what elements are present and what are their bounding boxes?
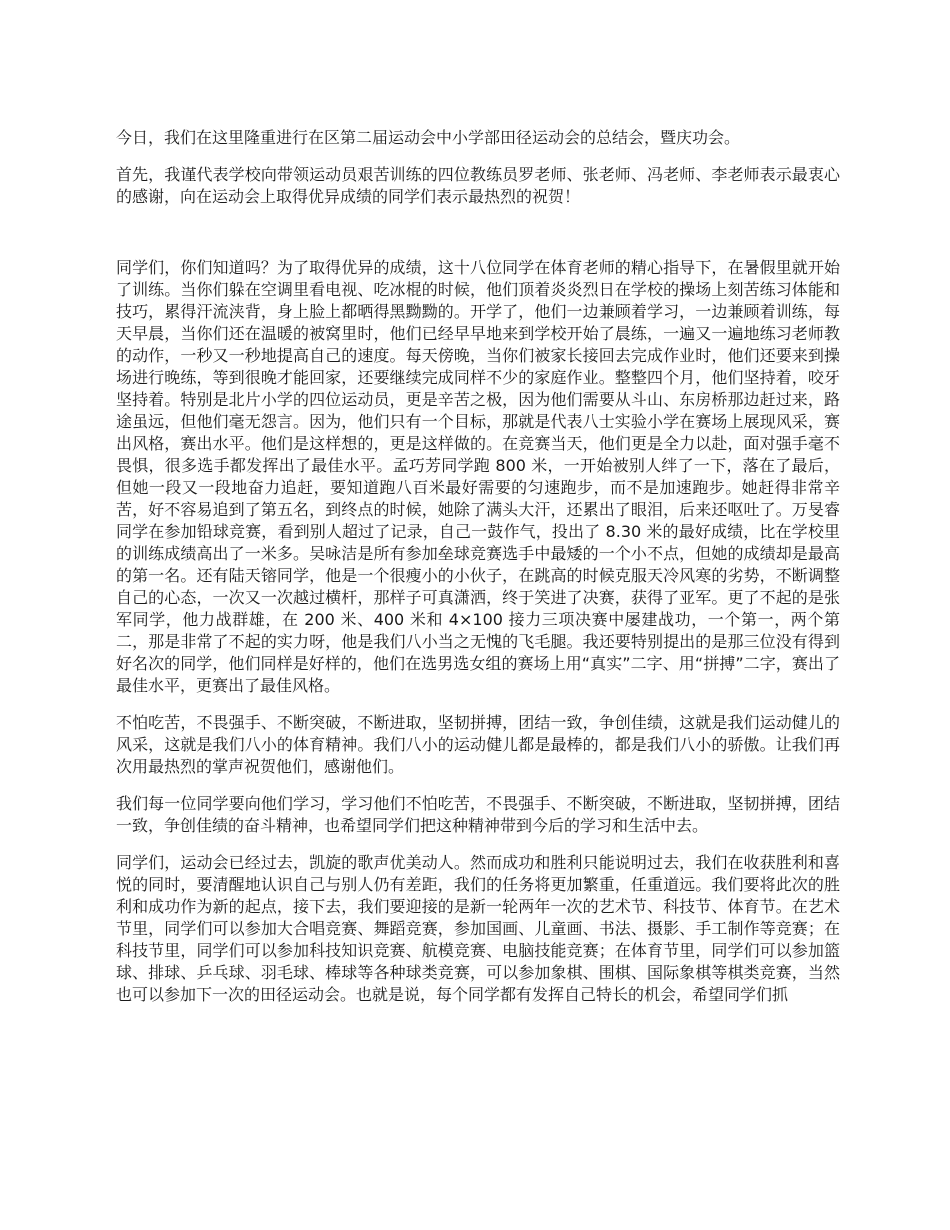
paragraph-athletes: 同学们，你们知道吗？为了取得优异的成绩，这十八位同学在体育老师的精心指导下，在暑假里就开始了训练。当你们躲在空调里看电视、吃冰棍的时候，他们顶着炎炎烈日在学校的操场上刻苦练习体能和技巧，累得汗流浃背，身上脸上都晒得黑黝黝的。开学了，他们一边兼顾着学习，一边兼顾着训练，每天早晨，当你们还在温暖的被窝里时，他们已经早早地来到学校开始了晨练，一遍又一遍地练习老师教的动作，一秒又一秒地提高自己的速度。每天傍晚，当你们被家长接回去完成作业时，他们还要来到操场进行晚练，等到很晚才能回家，还要继续完成同样不少的家庭作业。整整四个月，他们坚持着，咬牙坚持着。特别是北片小学的四位运动员，更是辛苦之极，因为他们需要从斗山、东房桥那边赶过来，路途虽远，但他们毫无怨言。因为，他们只有一个目标，那就是代表八士实验小学在赛场上展现风采，赛出风格，赛出水平。他们是这样想的，更是这样做的。在竞赛当天，他们更是全力以赴，面对强手毫不畏惧，很多选手都发挥出了最佳水平。孟巧芳同学跑 800 米，一开始被别人绊了一下，落在了最后，但她一段又一段地奋力追赶，要知道跑八百米最好需要的匀速跑步，而不是加速跑步。她赶得非常辛苦，好不容易追到了第五名，到终点的时候，她除了满头大汗，还累出了眼泪，后来还呕吐了。万旻睿同学在参加铅球竞赛，看到别人超过了记录，自己一鼓作气，投出了 8.30 米的最好成绩，比在学校里的训练成绩高出了一米多。吴咏洁是所有参加垒球竞赛选手中最矮的一个小不点，但她的成绩却是最高的第一名。还有陆天镕同学，他是一个很瘦小的小伙子，在跳高的时候克服天冷风寒的劣势，不断调整自己的心态，一次又一次越过横杆，那样子可真潇洒，终于笑进了决赛，获得了亚军。更了不起的是张军同学，他力战群雄，在 200 米、400 米和 4×100 接力三项决赛中屡建战功，一个第一，两个第二，那是非常了不起的实力呀，他是我们八小当之无愧的飞毛腿。我还要特别提出的是那三位没有得到好名次的同学，他们同样是好样的，他们在选男选女组的赛场上用“真实”二字、用“拼搏”二字，赛出了最佳水平，更赛出了最佳风格。	[116, 258, 840, 695]
paragraph-future: 同学们，运动会已经过去，凯旋的歌声优美动人。然而成功和胜利只能说明过去，我们在收获胜利和喜悦的同时，要清醒地认识自己与别人仍有差距，我们的任务将更加繁重，任重道远。我们要将此次的胜利和成功作为新的起点，接下去，我们要迎接的是新一轮两年一次的艺术节、科技节、体育节。在艺术节里，同学们可以参加大合唱竞赛、舞蹈竞赛，参加国画、儿童画、书法、摄影、手工制作等竞赛；在科技节里，同学们可以参加科技知识竞赛、航模竞赛、电脑技能竞赛；在体育节里，同学们可以参加篮球、排球、乒乓球、羽毛球、棒球等各种球类竞赛，可以参加象棋、围棋、国际象棋等棋类竞赛，当然也可以参加下一次的田径运动会。也就是说，每个同学都有发挥自己特长的机会，希望同学们抓	[116, 853, 840, 1004]
paragraph-opening: 今日，我们在这里隆重进行在区第二届运动会中小学部田径运动会的总结会，暨庆功会。	[116, 128, 741, 147]
document-body	[116, 127, 840, 1021]
paragraph-spirit: 不怕吃苦，不畏强手、不断突破，不断进取，坚韧拼搏，团结一致，争创佳绩，这就是我们运动健儿的风采，这就是我们八小的体育精神。我们八小的运动健儿都是最棒的，都是我们八小的骄傲。让我们再次用最热烈的掌声祝贺他们，感谢他们。	[116, 713, 840, 776]
paragraph-learn: 我们每一位同学要向他们学习，学习他们不怕吃苦，不畏强手、不断突破，不断进取，坚韧拼搏，团结一致，争创佳绩的奋斗精神，也希望同学们把这种精神带到今后的学习和生活中去。	[116, 794, 840, 835]
paragraph-thanks: 首先，我谨代表学校向带领运动员艰苦训练的四位教练员罗老师、张老师、冯老师、李老师表示最衷心的感谢，向在运动会上取得优异成绩的同学们表示最热烈的祝贺！	[116, 165, 840, 206]
